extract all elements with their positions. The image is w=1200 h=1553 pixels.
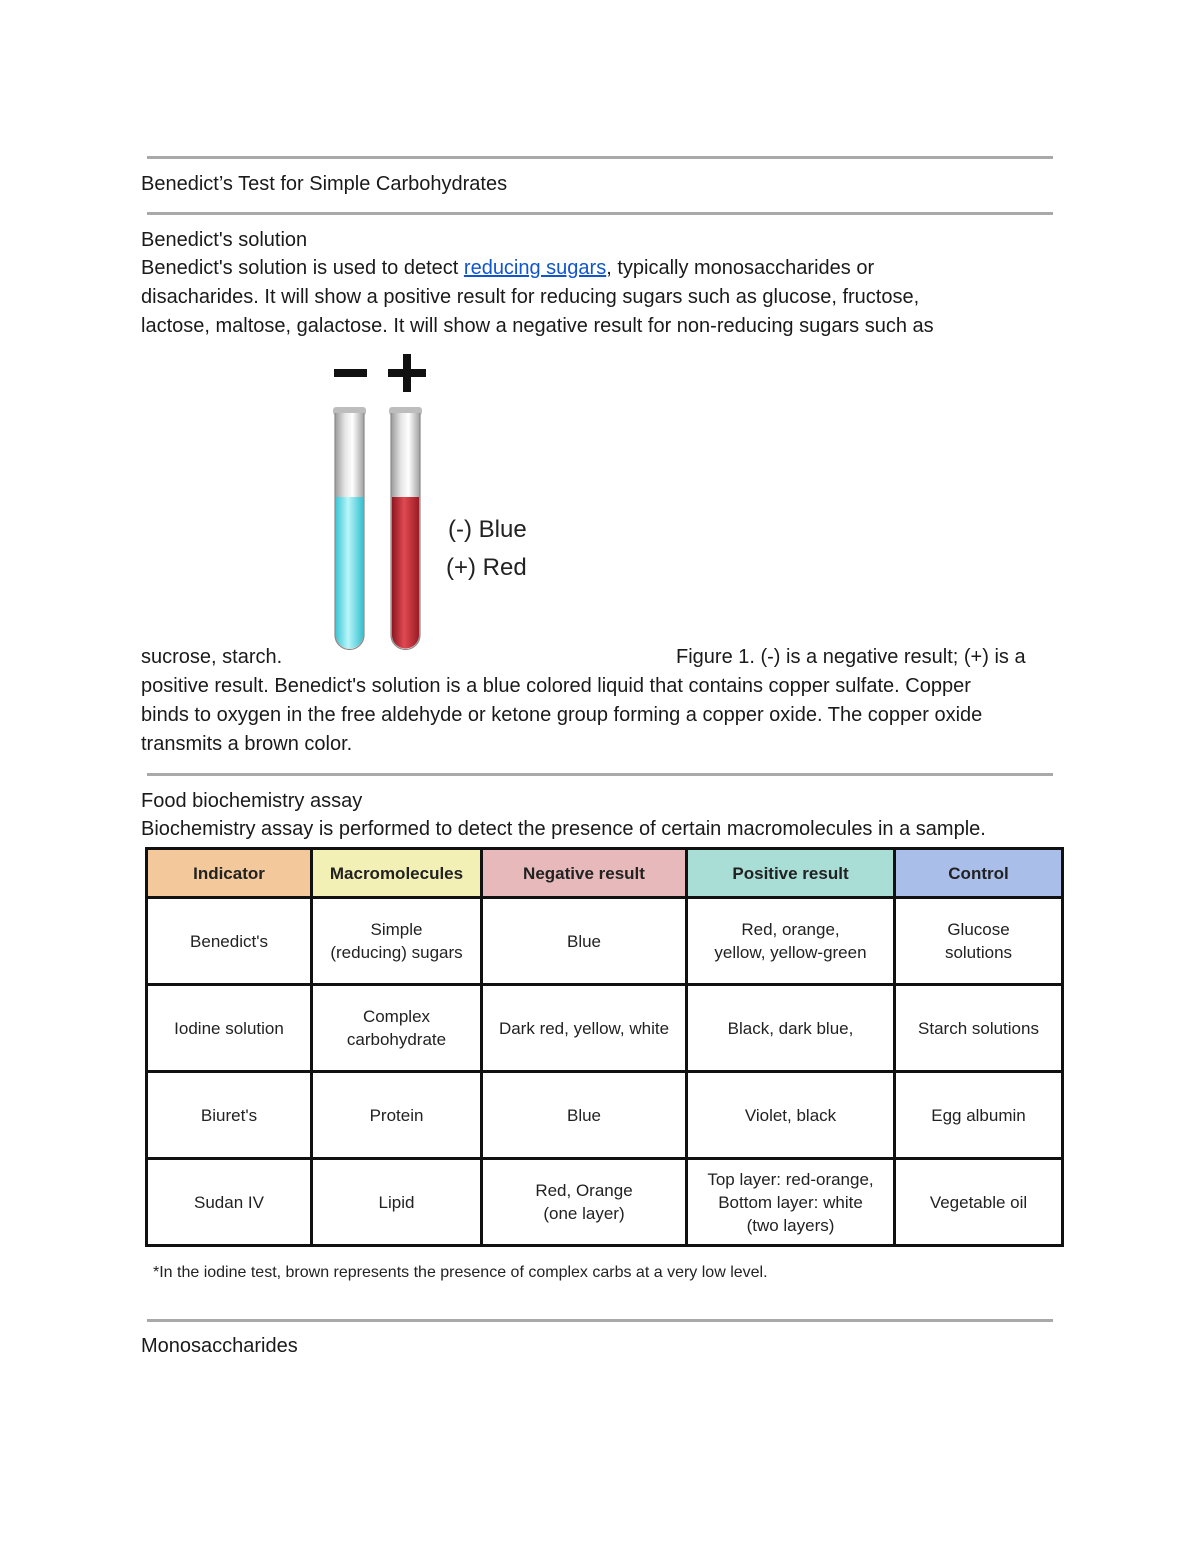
header-control: Control xyxy=(895,849,1063,898)
table-row xyxy=(147,1072,1063,1159)
table-footnote: *In the iodine test, brown represents the presence of complex carbs at a very low level. xyxy=(153,1264,768,1281)
table-cell: Vegetable oil xyxy=(895,1159,1063,1246)
benedict-paragraph xyxy=(141,254,1071,341)
header-positive-result: Positive result xyxy=(687,849,895,898)
paragraph-line-4: sucrose, starch. xyxy=(141,646,283,668)
table-cell: Simple (reducing) sugars xyxy=(312,898,482,985)
label-negative-blue: (-) Blue xyxy=(448,516,527,543)
table-cell: Complex carbohydrate xyxy=(312,985,482,1072)
assay-intro: Biochemistry assay is performed to detect the presence of certain macromolecules in a sample. xyxy=(141,818,986,840)
reducing-sugars-link[interactable]: reducing sugars xyxy=(463,257,607,279)
table-cell: Dark red, yellow, white xyxy=(482,985,687,1072)
divider-2 xyxy=(147,212,1053,215)
table-cell: Glucose solutions xyxy=(895,898,1063,985)
minus-sign-icon xyxy=(334,369,367,377)
assay-table xyxy=(145,847,1064,1247)
table-cell: Protein xyxy=(312,1072,482,1159)
line1-text: Benedict's solution is used to detect xyxy=(141,257,459,279)
table-cell: Iodine solution xyxy=(147,985,312,1072)
table-cell: Egg albumin xyxy=(895,1072,1063,1159)
paragraph-line-5: positive result. Benedict's solution is a blue colored liquid that contains copper sulfate. Copper xyxy=(141,675,971,697)
table-row xyxy=(147,898,1063,985)
table-cell: Blue xyxy=(482,1072,687,1159)
plus-sign-icon xyxy=(388,354,426,392)
label-positive-red: (+) Red xyxy=(446,554,527,581)
figure-caption: Figure 1. (-) is a negative result; (+) is a xyxy=(676,646,1026,668)
paragraph-line-7: transmits a brown color. xyxy=(141,733,353,755)
divider-1 xyxy=(147,156,1053,159)
table-cell: Violet, black xyxy=(687,1072,895,1159)
table-cell: Blue xyxy=(482,898,687,985)
table-cell: Red, orange, yellow, yellow-green xyxy=(687,898,895,985)
table-cell: Top layer: red-orange, Bottom layer: white (two layers) xyxy=(687,1159,895,1246)
heading-benedicts-solution: Benedict's solution xyxy=(141,229,308,251)
test-tube-negative xyxy=(333,407,366,649)
section-title-benedict: Benedict’s Test for Simple Carbohydrates xyxy=(141,173,508,195)
table-cell: Sudan IV xyxy=(147,1159,312,1246)
heading-monosaccharides: Monosaccharides xyxy=(141,1335,298,1357)
red-liquid xyxy=(392,497,419,649)
table-cell: Starch solutions xyxy=(895,985,1063,1072)
paragraph-line-3: lactose, maltose, galactose. It will show a negative result for non-reducing sugars such as xyxy=(141,315,934,337)
assay-header-row xyxy=(147,849,1063,898)
table-row xyxy=(147,1159,1063,1246)
header-indicator: Indicator xyxy=(147,849,312,898)
test-tube-positive xyxy=(389,407,422,650)
divider-3 xyxy=(147,773,1053,776)
table-row xyxy=(147,985,1063,1072)
divider-4 xyxy=(147,1319,1053,1322)
paragraph-line-1 xyxy=(141,254,1071,283)
table-cell: Red, Orange (one layer) xyxy=(482,1159,687,1246)
paragraph-line-2: disacharides. It will show a positive result for reducing sugars such as glucose, fructose, xyxy=(141,286,920,308)
header-macromolecules: Macromolecules xyxy=(312,849,482,898)
paragraph-line-6: binds to oxygen in the free aldehyde or ketone group forming a copper oxide. The copper oxide xyxy=(141,704,983,726)
benedict-paragraph-continued xyxy=(141,672,1071,759)
line1-text-after: , typically monosaccharides or xyxy=(606,257,875,279)
table-cell: Lipid xyxy=(312,1159,482,1246)
blue-liquid xyxy=(336,497,363,649)
test-tube-figure xyxy=(322,345,562,665)
header-negative-result: Negative result xyxy=(482,849,687,898)
table-cell: Black, dark blue, xyxy=(687,985,895,1072)
heading-food-assay: Food biochemistry assay xyxy=(141,790,363,812)
table-cell: Biuret's xyxy=(147,1072,312,1159)
table-cell: Benedict's xyxy=(147,898,312,985)
